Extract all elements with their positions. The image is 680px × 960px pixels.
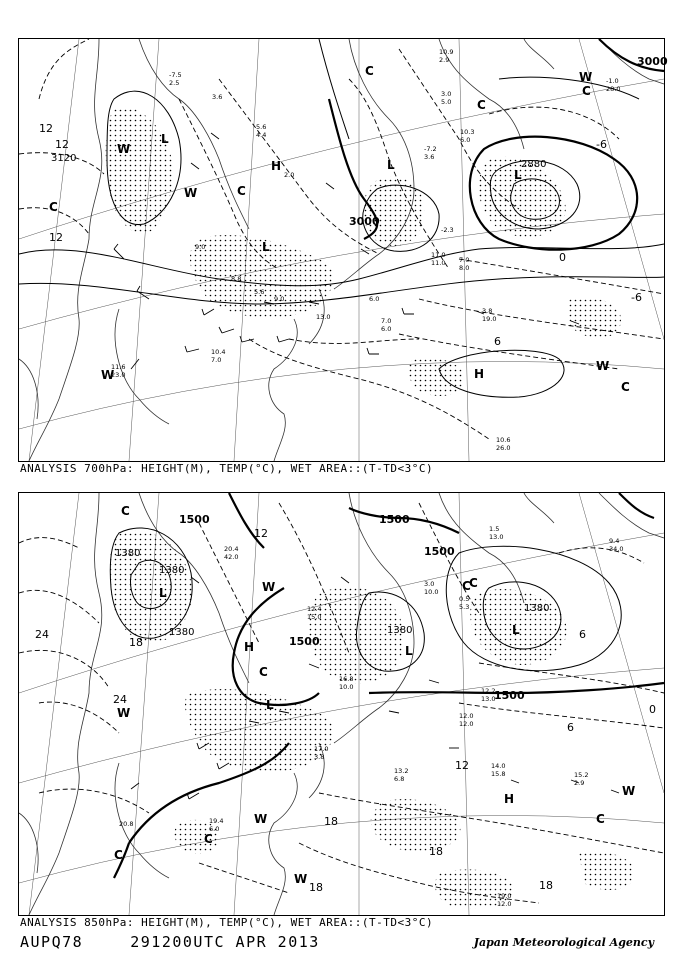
wet-areas: [110, 530, 635, 908]
station-value: 3.0: [441, 90, 452, 98]
isotherm-label: 18: [429, 845, 443, 858]
station-value: 10.9: [439, 48, 454, 56]
height-label: 1380: [169, 627, 195, 638]
height-label: 1500: [289, 635, 320, 648]
station-value: 6.0: [369, 295, 380, 303]
station-value: 13.2: [394, 767, 409, 775]
station-value: 9.0: [195, 243, 206, 251]
station-value: -2.3: [441, 226, 454, 234]
station-value: 42.0: [224, 553, 239, 561]
system-label: C: [582, 84, 591, 98]
station-value: 2.9: [574, 779, 585, 787]
station-value: -7.2: [424, 145, 437, 153]
system-label: L: [514, 168, 522, 182]
height-label: 3120: [51, 153, 77, 164]
height-label: 1500: [179, 513, 210, 526]
station-value: 16.8: [339, 675, 354, 683]
system-label: L: [161, 132, 169, 146]
height-label: 1500: [424, 545, 455, 558]
panel-caption-850hpa: ANALYSIS 850hPa: HEIGHT(M), TEMP(°C), WET AREA::(T-TD<3°C): [20, 916, 434, 929]
station-value: 13.0: [316, 313, 331, 321]
station-value: 13.0: [481, 695, 496, 703]
system-label: L: [159, 586, 167, 600]
isotherm-label: 0: [559, 251, 566, 264]
panel-caption-700hpa: ANALYSIS 700hPa: HEIGHT(M), TEMP(°C), WET AREA::(T-TD<3°C): [20, 462, 434, 475]
system-label: L: [405, 644, 413, 658]
station-value: 5.3: [459, 603, 470, 611]
station-value: 10.6: [496, 436, 511, 444]
station-value: 5.6: [254, 288, 265, 296]
station-value: 19.0: [497, 892, 512, 900]
system-label: C: [477, 98, 486, 112]
isotherm-label: 12: [455, 759, 469, 772]
height-label: 2880: [521, 159, 547, 170]
system-label: W: [117, 706, 131, 720]
station-value: 19.0: [482, 315, 497, 323]
station-value: 5.0: [441, 98, 452, 106]
isotherm-label: 12: [49, 231, 63, 244]
system-label: H: [504, 792, 515, 806]
station-value: 34.0: [609, 545, 624, 553]
station-value: 12.2: [481, 687, 496, 695]
isotherm-label: 6: [579, 628, 586, 641]
station-value: 15.2: [574, 771, 589, 779]
station-value: 10.4: [211, 348, 226, 356]
isotherm-label: 6: [567, 721, 574, 734]
station-value: 8.8: [231, 275, 242, 283]
station-value: 7.0: [459, 256, 470, 264]
station-value: -1.0: [606, 77, 619, 85]
station-value: 10.0: [339, 683, 354, 691]
station-value: 0.5: [459, 595, 470, 603]
station-value: 14.0: [491, 762, 506, 770]
system-label: W: [117, 142, 131, 156]
system-label: C: [596, 812, 605, 826]
height-label: 3000: [637, 55, 668, 68]
station-value: 7.0: [381, 317, 392, 325]
station-value: 6.8: [394, 775, 405, 783]
station-value: 6.0: [381, 325, 392, 333]
station-value: 1.5: [489, 525, 500, 533]
station-value: 5.6: [256, 123, 267, 131]
agency-name: Japan Meteorological Agency: [473, 936, 654, 949]
isotherm-label: 12: [55, 138, 69, 151]
system-label: C: [237, 184, 246, 198]
system-label: W: [596, 359, 610, 373]
station-value: 8.0: [459, 264, 470, 272]
station-value: 20.8: [119, 820, 134, 828]
isotherm-label: 18: [309, 881, 323, 894]
isotherm-label: 12: [39, 122, 53, 135]
height-label: 1380: [115, 548, 141, 559]
station-value: 3.6: [212, 93, 223, 101]
station-value: 9.0: [274, 295, 285, 303]
station-value: 15.0: [307, 613, 322, 621]
station-value: 12.4: [307, 605, 322, 613]
isotherm-label: 0: [649, 703, 656, 716]
system-label: H: [271, 159, 282, 173]
isotherm-label: 18: [324, 815, 338, 828]
station-value: 4.4: [256, 131, 267, 139]
station-value: 6.0: [209, 825, 220, 833]
station-value: 3.8: [482, 307, 493, 315]
height-label: 1380: [387, 625, 413, 636]
height-label: 1500: [379, 513, 410, 526]
station-value: 7.0: [211, 356, 222, 364]
system-label: W: [294, 872, 308, 886]
station-value: 23.0: [111, 371, 126, 379]
station-value: 12.0: [497, 900, 512, 908]
isotherm-label: 18: [129, 636, 143, 649]
station-value: 3.8: [314, 753, 325, 761]
system-label: W: [184, 186, 198, 200]
height-label: 1380: [524, 603, 550, 614]
isotherms: [19, 39, 664, 439]
system-label: L: [262, 240, 270, 254]
station-value: 6.0: [460, 136, 471, 144]
station-value: 12.0: [459, 720, 474, 728]
isotherm-label: -6: [631, 291, 642, 304]
chart-id-and-time: [20, 933, 320, 951]
height-label: 1380: [159, 565, 185, 576]
station-value: 26.0: [496, 444, 511, 452]
system-label: L: [266, 698, 274, 712]
system-label: H: [474, 367, 485, 381]
station-value: 9.4: [609, 537, 620, 545]
station-value: 12.0: [459, 712, 474, 720]
isotherm-label: 12: [254, 527, 268, 540]
station-value: 3.6: [424, 153, 435, 161]
station-value: 13.0: [489, 533, 504, 541]
system-label: L: [387, 158, 395, 172]
station-value: 19.4: [209, 817, 224, 825]
system-label: C: [121, 504, 130, 518]
system-label: C: [365, 64, 374, 78]
system-label: C: [114, 848, 123, 862]
map-panel-700hpa: [18, 38, 668, 462]
system-label: C: [259, 665, 268, 679]
map-panel-850hpa: [18, 492, 665, 916]
station-value: 15.8: [491, 770, 506, 778]
station-value: 11.0: [431, 251, 446, 259]
system-label: W: [101, 368, 115, 382]
height-label: 3000: [349, 215, 380, 228]
isotherm-label: 18: [539, 879, 553, 892]
station-value: -7.5: [169, 71, 182, 79]
station-value: 10.3: [460, 128, 475, 136]
system-label: L: [512, 623, 520, 637]
station-value: 17.0: [314, 745, 329, 753]
isotherm-label: -6: [596, 138, 607, 151]
system-label: C: [469, 576, 478, 590]
station-value: 3.0: [424, 580, 435, 588]
station-value: 10.0: [424, 588, 439, 596]
station-value: 2.9: [439, 56, 450, 64]
valid-time: 291200UTC APR 2013: [130, 933, 320, 951]
system-label: W: [579, 70, 593, 84]
system-label: W: [262, 580, 276, 594]
station-value: 2.0: [284, 171, 295, 179]
station-value: 20.4: [224, 545, 239, 553]
map-700hpa: [19, 39, 668, 461]
system-label: H: [244, 640, 255, 654]
system-label: C: [462, 579, 471, 593]
isotherm-label: 6: [494, 335, 501, 348]
station-value: 11.6: [111, 363, 126, 371]
station-value: 11.0: [431, 259, 446, 267]
map-850hpa: [19, 493, 664, 915]
height-label: 1500: [494, 689, 525, 702]
system-label: C: [49, 200, 58, 214]
station-value: 2.5: [169, 79, 180, 87]
chart-id: AUPQ78: [20, 933, 84, 951]
system-label: C: [621, 380, 630, 394]
isotherm-label: 24: [113, 693, 127, 706]
system-label: W: [622, 784, 636, 798]
isotherm-label: 24: [35, 628, 49, 641]
system-label: W: [254, 812, 268, 826]
system-label: C: [204, 832, 213, 846]
station-value: 28.0: [606, 85, 621, 93]
